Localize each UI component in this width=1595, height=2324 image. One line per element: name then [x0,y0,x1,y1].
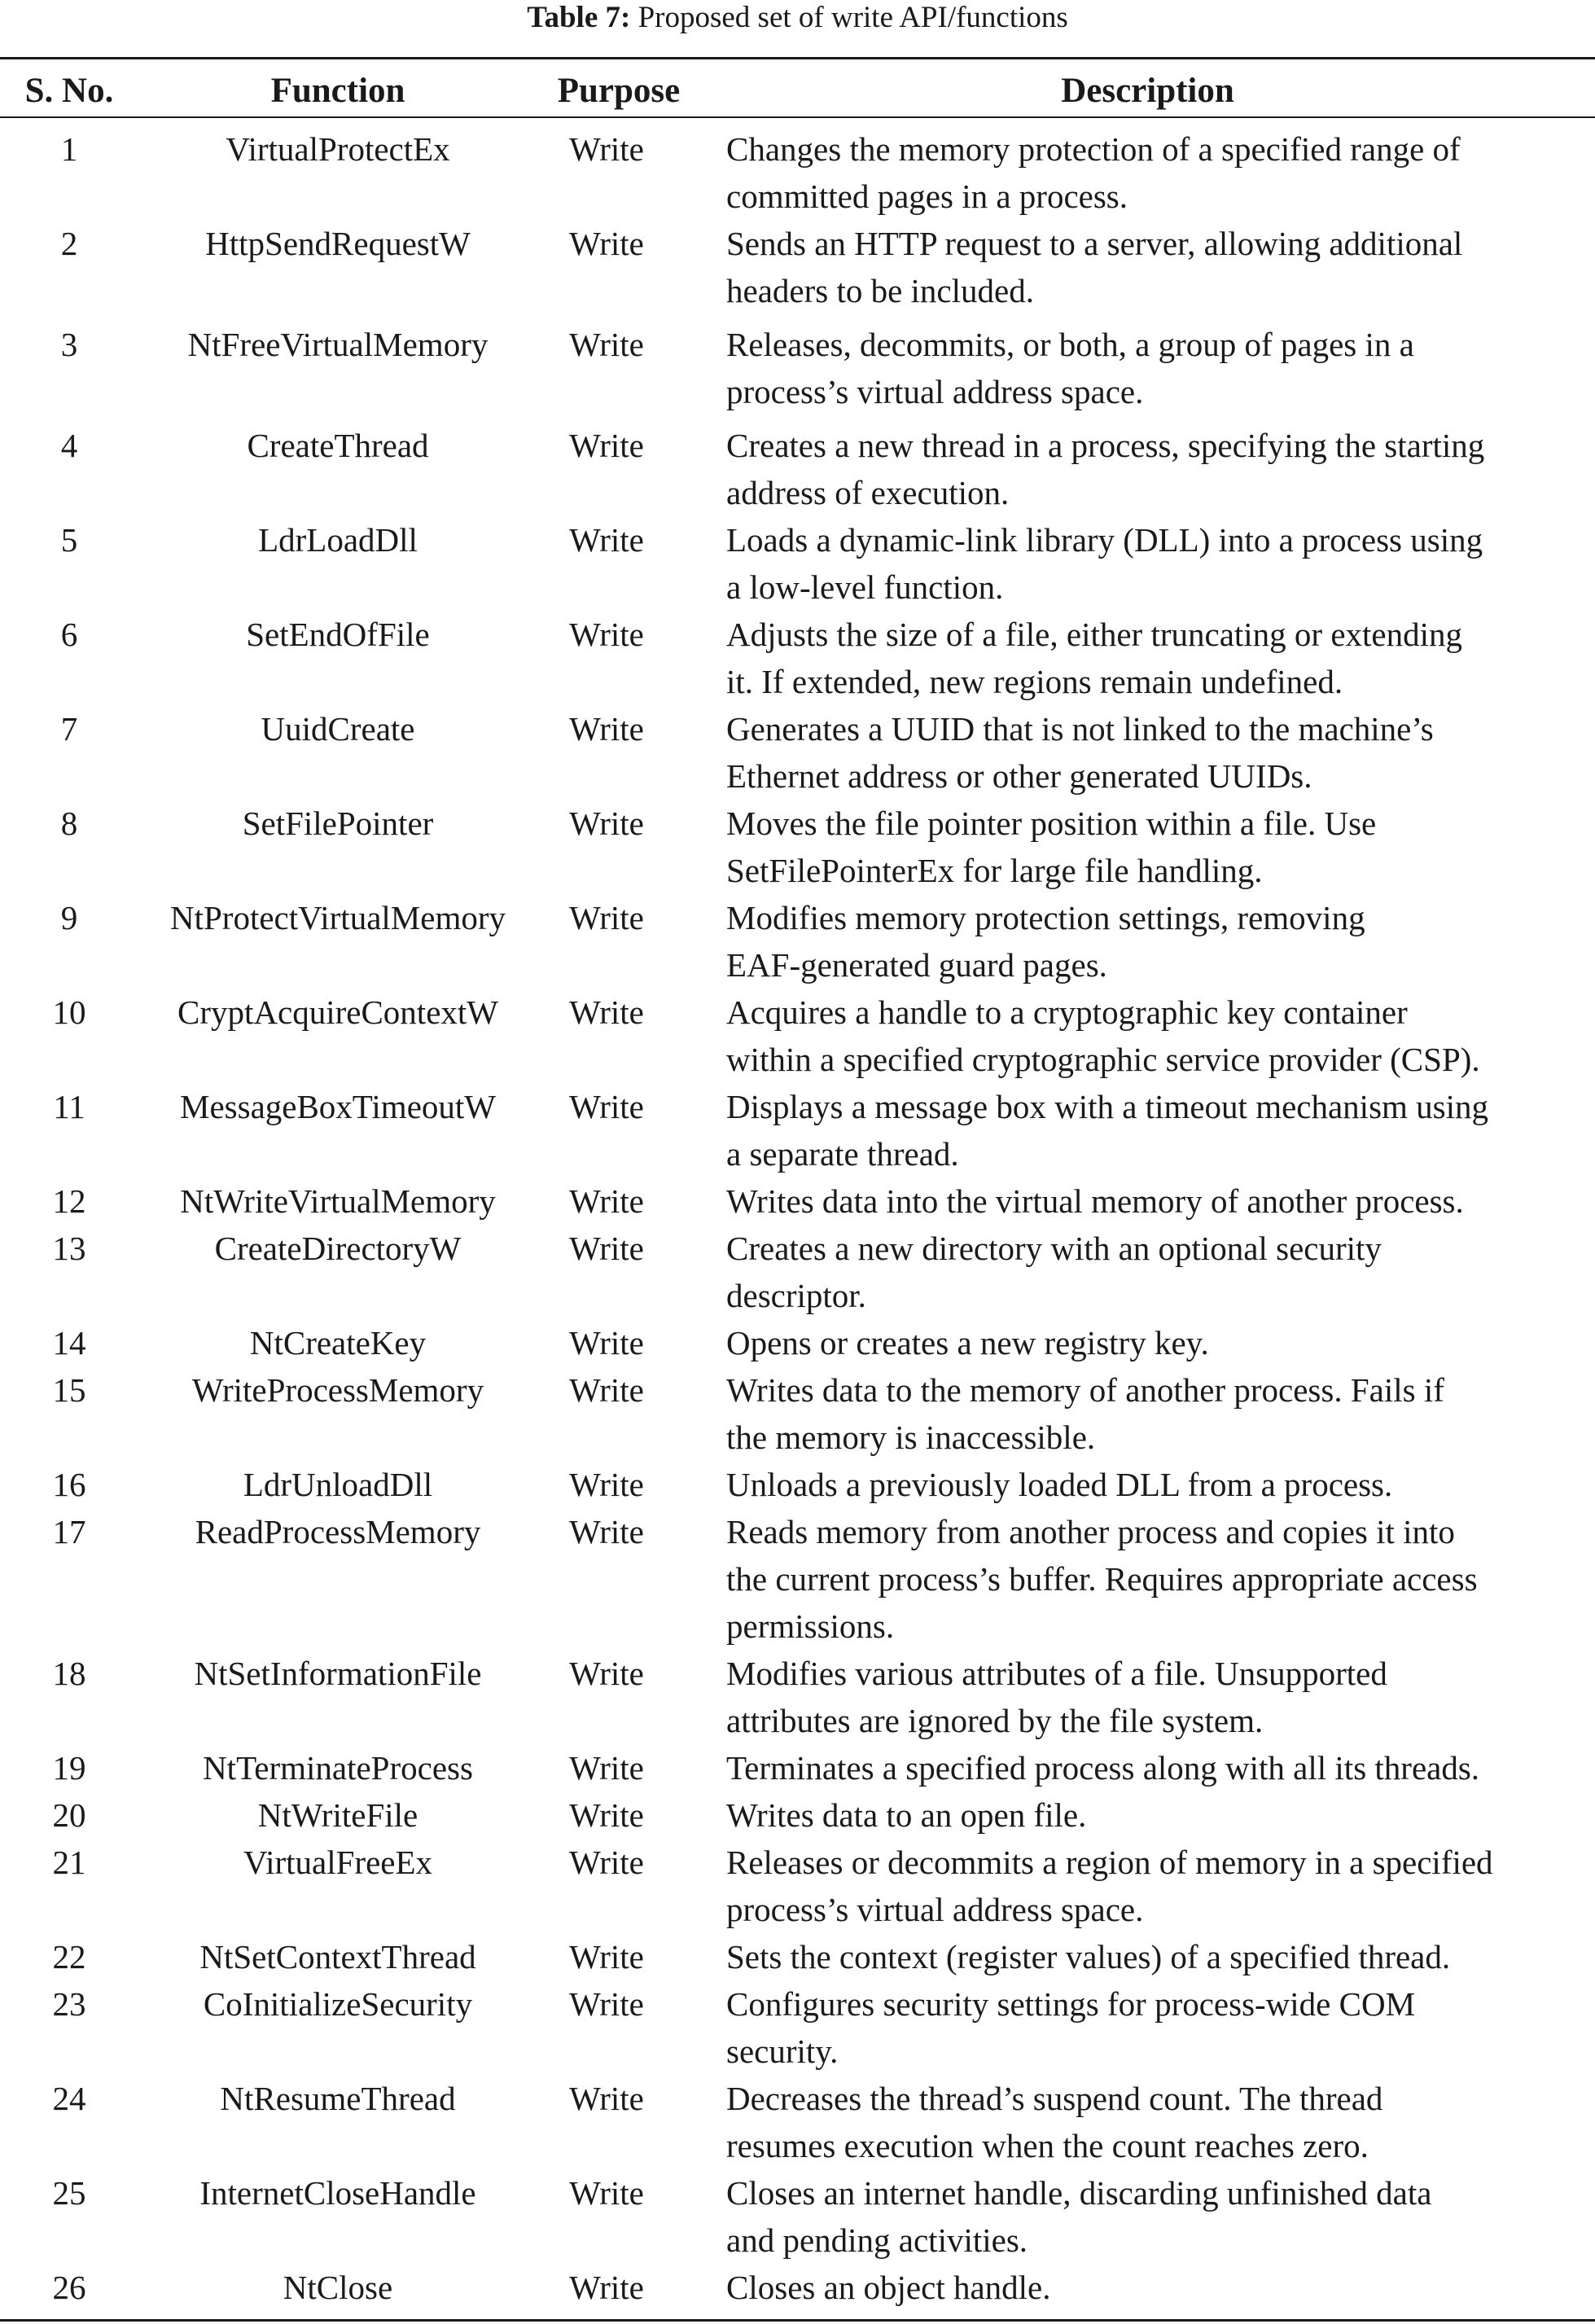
description: Acquires a handle to a cryptographic key container within a specified cryptographic service provider (CSP). [726,993,1480,1078]
purpose: Write [569,616,644,653]
table-row [0,1225,1595,1319]
description: Opens or creates a new registry key. [726,1324,1209,1362]
function-name: LdrUnloadDll [243,1466,433,1503]
description: Closes an object handle. [726,2269,1051,2306]
row-number: 15 [52,1371,86,1409]
function-name: CreateDirectoryW [214,1230,462,1267]
description: Displays a message box with a timeout mechanism using a separate thread. [726,1088,1489,1173]
purpose: Write [569,1513,644,1550]
table-row [0,1791,1595,1839]
row-number: 7 [60,710,78,748]
row-number: 3 [60,326,78,363]
function-name: VirtualProtectEx [226,130,450,168]
table-row [0,1980,1595,2075]
description: Generates a UUID that is not linked to the machine’s Ethernet address or other generated UUIDs. [726,710,1434,795]
description: Closes an internet handle, discarding unfinished data and pending activities. [726,2174,1432,2259]
table-row [0,800,1595,894]
purpose: Write [569,326,644,363]
purpose: Write [569,2174,644,2212]
purpose: Write [569,521,644,559]
description: Modifies memory protection settings, removing EAF-generated guard pages. [726,899,1365,984]
row-number: 13 [52,1230,86,1267]
row-number: 22 [52,1938,86,1975]
purpose: Write [569,1749,644,1787]
row-number: 24 [52,2080,86,2117]
purpose: Write [569,993,644,1031]
function-name: WriteProcessMemory [191,1371,484,1409]
row-number: 9 [60,899,78,936]
purpose: Write [569,1466,644,1503]
row-number: 4 [60,427,78,464]
header-sno: S. No. [24,72,114,110]
purpose: Write [569,1371,644,1409]
function-name: CryptAcquireContextW [177,993,498,1031]
function-name: MessageBoxTimeoutW [180,1088,496,1125]
table-row [0,1508,1595,1650]
table-row [0,2169,1595,2264]
table-row [0,516,1595,611]
row-number: 12 [52,1182,86,1220]
purpose: Write [569,710,644,748]
header-description: Description [1061,72,1234,110]
description: Creates a new directory with an optional security descriptor. [726,1230,1382,1314]
purpose: Write [569,225,644,262]
table-top-rule [0,57,1595,59]
purpose: Write [569,2269,644,2306]
purpose: Write [569,427,644,464]
purpose: Write [569,899,644,936]
row-number: 26 [52,2269,86,2306]
function-name: ReadProcessMemory [195,1513,481,1550]
description: Writes data into the virtual memory of another process. [726,1182,1464,1220]
row-number: 10 [52,993,86,1031]
table-row [0,894,1595,989]
function-name: NtTerminateProcess [203,1749,473,1787]
purpose: Write [569,1088,644,1125]
row-number: 16 [52,1466,86,1503]
description: Creates a new thread in a process, specifying the starting address of execution. [726,427,1485,511]
row-number: 19 [52,1749,86,1787]
purpose: Write [569,1324,644,1362]
function-name: NtSetInformationFile [194,1655,482,1692]
table-row [0,705,1595,800]
row-number: 11 [53,1088,85,1125]
row-number: 25 [52,2174,86,2212]
function-name: NtClose [283,2269,393,2306]
function-name: NtProtectVirtualMemory [169,899,506,936]
row-number: 18 [52,1655,86,1692]
purpose: Write [569,805,644,842]
description: Releases or decommits a region of memory in a specified process’s virtual address space. [726,1844,1493,1928]
row-number: 17 [52,1513,86,1550]
description: Loads a dynamic-link library (DLL) into a process using a low-level function. [726,521,1483,606]
row-number: 5 [60,521,78,559]
row-number: 21 [52,1844,86,1881]
table-row [0,1744,1595,1791]
table-body [0,125,1595,2311]
description: Modifies various attributes of a file. Unsupported attributes are ignored by the file system. [726,1655,1387,1739]
function-name: SetEndOfFile [246,616,430,653]
table-caption [0,0,1595,36]
function-name: UuidCreate [261,710,415,748]
table-bottom-rule [0,2319,1595,2322]
description: Configures security settings for process-wide COM security. [726,1985,1416,2070]
function-name: NtSetContextThread [199,1938,476,1975]
table-row [0,1839,1595,1933]
description: Releases, decommits, or both, a group of pages in a process’s virtual address space. [726,326,1414,410]
purpose: Write [569,130,644,168]
description: Sends an HTTP request to a server, allowing additional headers to be included. [726,225,1463,309]
table-row [0,1177,1595,1225]
function-name: CreateThread [247,427,429,464]
description: Reads memory from another process and copies it into the current process’s buffer. Requires appropriate access permissions. [726,1513,1478,1645]
table-row [0,611,1595,705]
row-number: 2 [60,225,78,262]
row-number: 8 [60,805,78,842]
table-row [0,2075,1595,2169]
table-row [0,989,1595,1083]
description: Writes data to the memory of another process. Fails if the memory is inaccessible. [726,1371,1444,1456]
description: Changes the memory protection of a specified range of committed pages in a process. [726,130,1461,215]
table-row [0,1366,1595,1461]
description: Adjusts the size of a file, either truncating or extending it. If extended, new regions remain undefined. [726,616,1463,700]
header-function: Function [270,72,405,110]
description: Writes data to an open file. [726,1796,1087,1834]
purpose: Write [569,1796,644,1834]
purpose: Write [569,1230,644,1267]
table-row [0,125,1595,220]
table-row [0,1650,1595,1744]
table-row [0,1461,1595,1508]
function-name: NtWriteVirtualMemory [180,1182,496,1220]
table-caption-label: Table 7: [527,1,631,34]
purpose: Write [569,2080,644,2117]
table-row [0,1083,1595,1177]
function-name: NtResumeThread [220,2080,456,2117]
table-row [0,1933,1595,1980]
row-number: 6 [60,616,78,653]
purpose: Write [569,1985,644,2023]
function-name: NtCreateKey [249,1324,427,1362]
table-row [0,220,1595,314]
purpose: Write [569,1182,644,1220]
table-header-rule [0,116,1595,118]
purpose: Write [569,1938,644,1975]
purpose: Write [569,1655,644,1692]
function-name: SetFilePointer [242,805,434,842]
function-name: NtWriteFile [257,1796,418,1834]
table-caption-text: Proposed set of write API/functions [638,1,1068,34]
purpose: Write [569,1844,644,1881]
description: Sets the context (register values) of a specified thread. [726,1938,1451,1975]
description: Terminates a specified process along with all its threads. [726,1749,1480,1787]
function-name: VirtualFreeEx [243,1844,433,1881]
header-purpose: Purpose [557,72,681,110]
description: Unloads a previously loaded DLL from a process. [726,1466,1393,1503]
function-name: HttpSendRequestW [205,225,471,262]
table-row [0,321,1595,415]
row-number: 20 [52,1796,86,1834]
row-number: 1 [60,130,78,168]
row-number: 14 [52,1324,86,1362]
function-name: CoInitializeSecurity [203,1985,473,2023]
function-name: LdrLoadDll [258,521,418,559]
description: Moves the file pointer position within a file. Use SetFilePointerEx for large file handling. [726,805,1377,889]
table-row [0,422,1595,516]
table-row [0,2264,1595,2311]
table-row [0,1319,1595,1366]
function-name: InternetCloseHandle [199,2174,476,2212]
row-number: 23 [52,1985,86,2023]
function-name: NtFreeVirtualMemory [187,326,489,363]
description: Decreases the thread’s suspend count. The thread resumes execution when the count reaches zero. [726,2080,1383,2164]
